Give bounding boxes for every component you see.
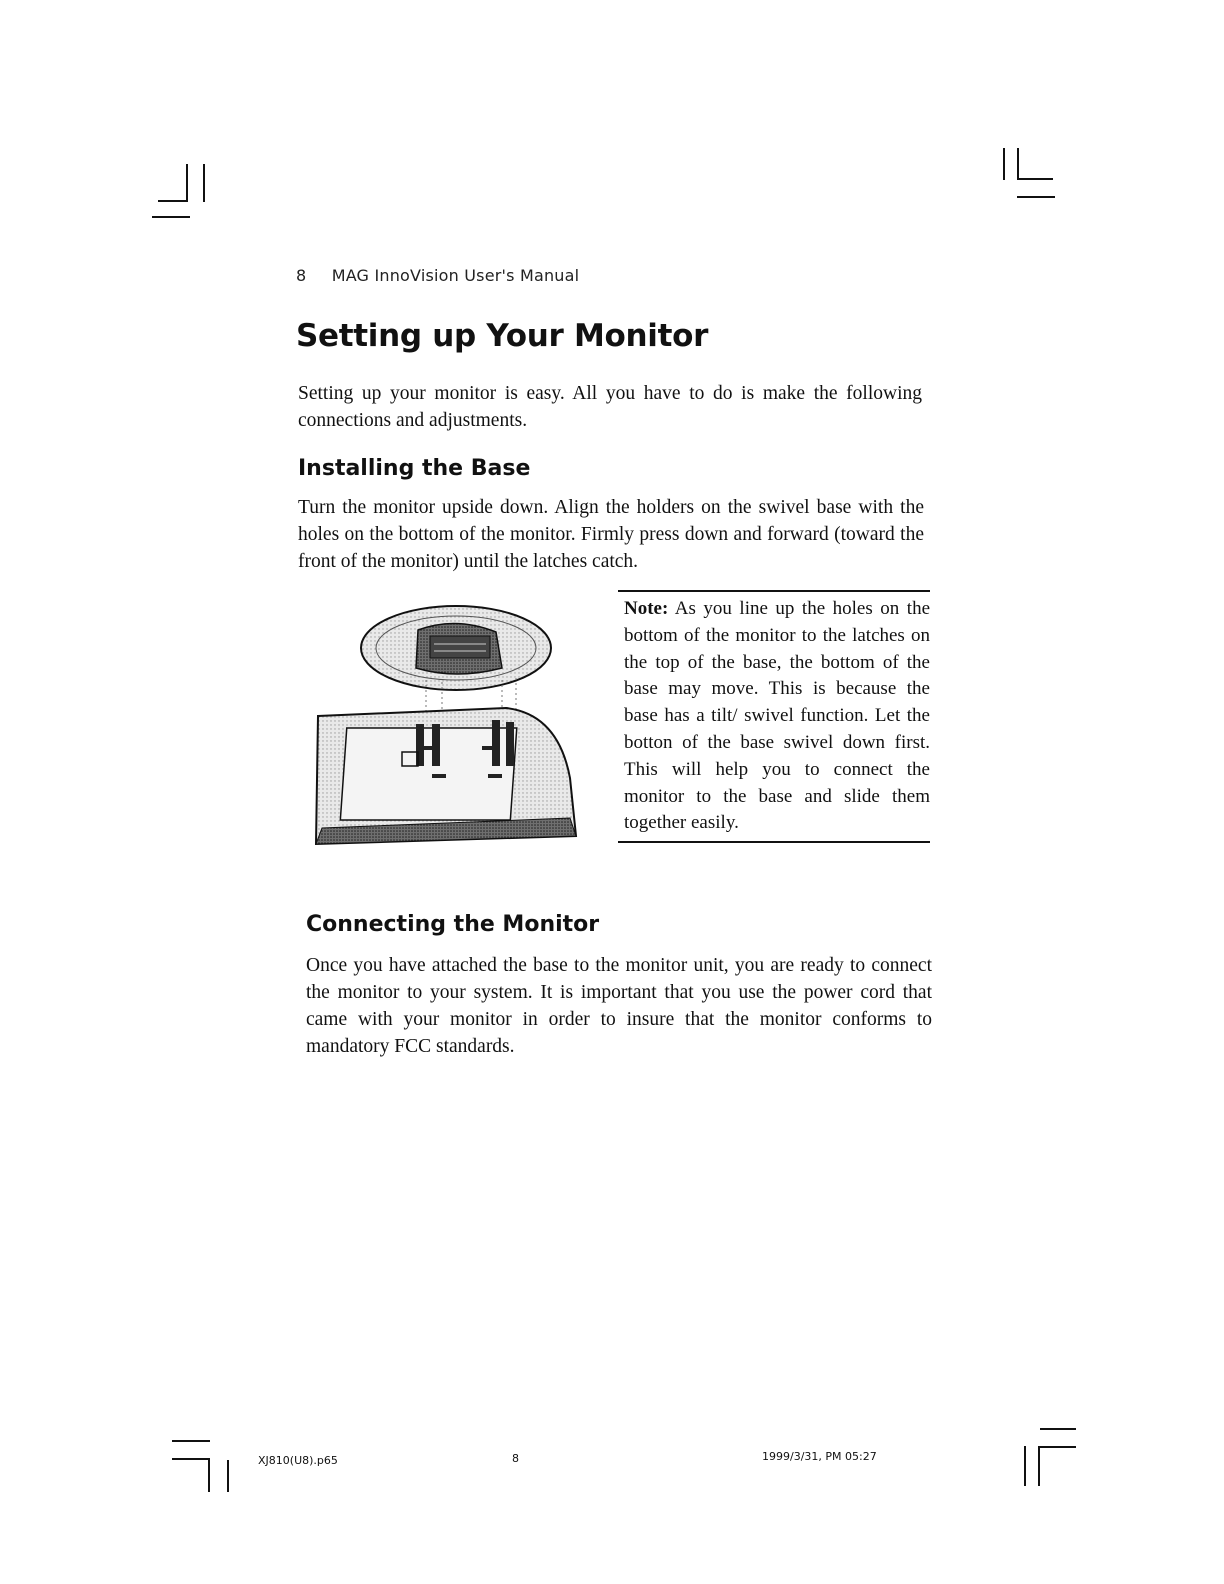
intro-paragraph: Setting up your monitor is easy. All you have to do is make the following connections and adjustments. [298, 383, 922, 431]
header-manual-title: MAG InnoVision User's Manual [331, 266, 580, 285]
footer-filename: XJ810(U8).p65 [258, 1454, 338, 1467]
installing-base-paragraph: Turn the monitor upside down. Align the holders on the swivel base with the holes on the bottom of the monitor. Firmly press down and forward (toward the front of the monitor) until the latches catch. [298, 497, 924, 572]
footer-page-number: 8 [512, 1452, 519, 1465]
note-box [618, 590, 930, 843]
running-header [296, 266, 579, 285]
page-title: Setting up Your Monitor [296, 318, 709, 354]
connecting-monitor-paragraph: Once you have attached the base to the monitor unit, you are ready to connect the monitor to your system. It is important that you use the power cord that came with your monitor in order to insure that the monitor conforms to mandatory FCC standards. [306, 955, 932, 1057]
section-heading-connecting-monitor: Connecting the Monitor [306, 912, 600, 937]
section-heading-installing-base: Installing the Base [298, 456, 531, 481]
header-page-number: 8 [296, 266, 307, 285]
footer-timestamp: 1999/3/31, PM 05:27 [762, 1450, 877, 1463]
note-label: Note: [624, 598, 669, 619]
monitor-base-illustration [306, 596, 586, 848]
note-text: As you line up the holes on the bottom of the monitor to the latches on the top of the base, the bottom of the base may move. This is because the base has a tilt/ swivel function. Let the botton of the base swivel down first. This will help you to connect the monitor to the base and slide them together easily. [624, 598, 930, 834]
